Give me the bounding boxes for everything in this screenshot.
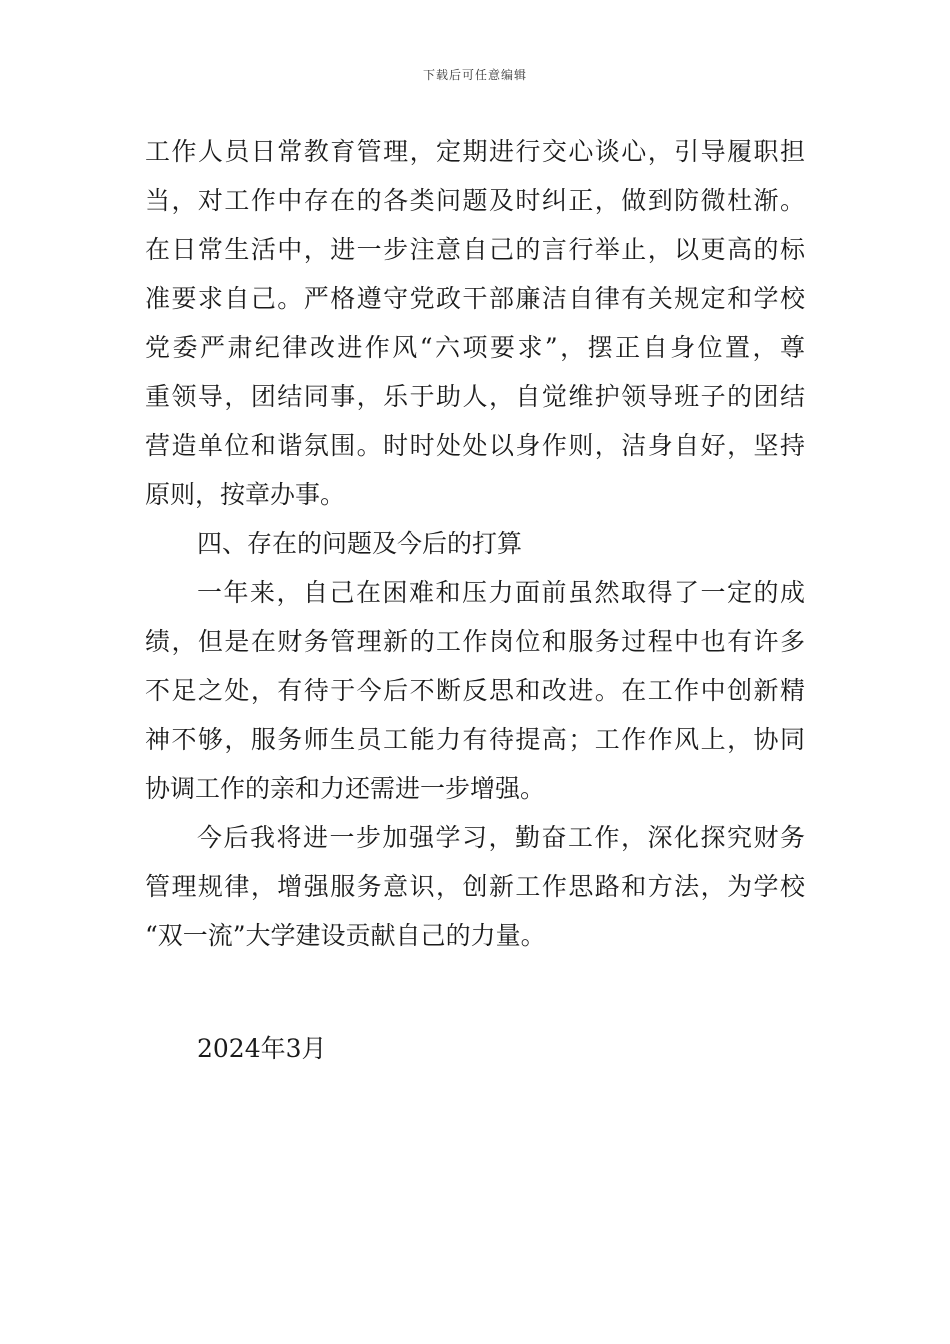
page-header-note: 下载后可任意编辑: [422, 68, 527, 82]
text-line: 当，对工作中存在的各类问题及时纠正，做到防微杜渐。: [145, 186, 805, 215]
text-line: 在日常生活中，进一步注意自己的言行举止，以更高的标: [145, 235, 805, 264]
text-line: 绩，但是在财务管理新的工作岗位和服务过程中也有许多: [145, 627, 805, 656]
section-heading-4: 四、存在的问题及今后的打算: [197, 529, 523, 558]
text-line: 不足之处，有待于今后不断反思和改进。在工作中创新精: [145, 676, 805, 705]
text-line: 今后我将进一步加强学习，勤奋工作，深化探究财务: [197, 823, 805, 852]
paragraph-conduct: [145, 127, 805, 519]
text-line: 党委严肃纪律改进作风“六项要求”，摆正自身位置，尊: [145, 333, 805, 362]
spacer: [145, 960, 805, 1024]
document-body: [145, 127, 805, 1073]
text-line: 神不够，服务师生员工能力有待提高；工作作风上，协同: [145, 725, 805, 754]
text-line: 准要求自己。严格遵守党政干部廉洁自律有关规定和学校: [145, 284, 805, 313]
paragraph-plans: [145, 813, 805, 960]
paragraph-problems: [145, 568, 805, 813]
text-line: 原则，按章办事。: [145, 480, 346, 509]
text-line: 协调工作的亲和力还需进一步增强。: [145, 774, 546, 803]
text-line: 工作人员日常教育管理，定期进行交心谈心，引导履职担: [145, 137, 805, 166]
text-line: 一年来，自己在困难和压力面前虽然取得了一定的成: [197, 578, 805, 607]
text-line: 管理规律，增强服务意识，创新工作思路和方法，为学校: [145, 872, 805, 901]
text-line: 重领导，团结同事，乐于助人，自觉维护领导班子的团结: [145, 382, 805, 411]
document-date: 2024年3月: [197, 1034, 327, 1063]
text-line: 营造单位和谐氛围。时时处处以身作则，洁身自好，坚持: [145, 431, 805, 460]
text-line: “双一流”大学建设贡献自己的力量。: [145, 921, 546, 950]
